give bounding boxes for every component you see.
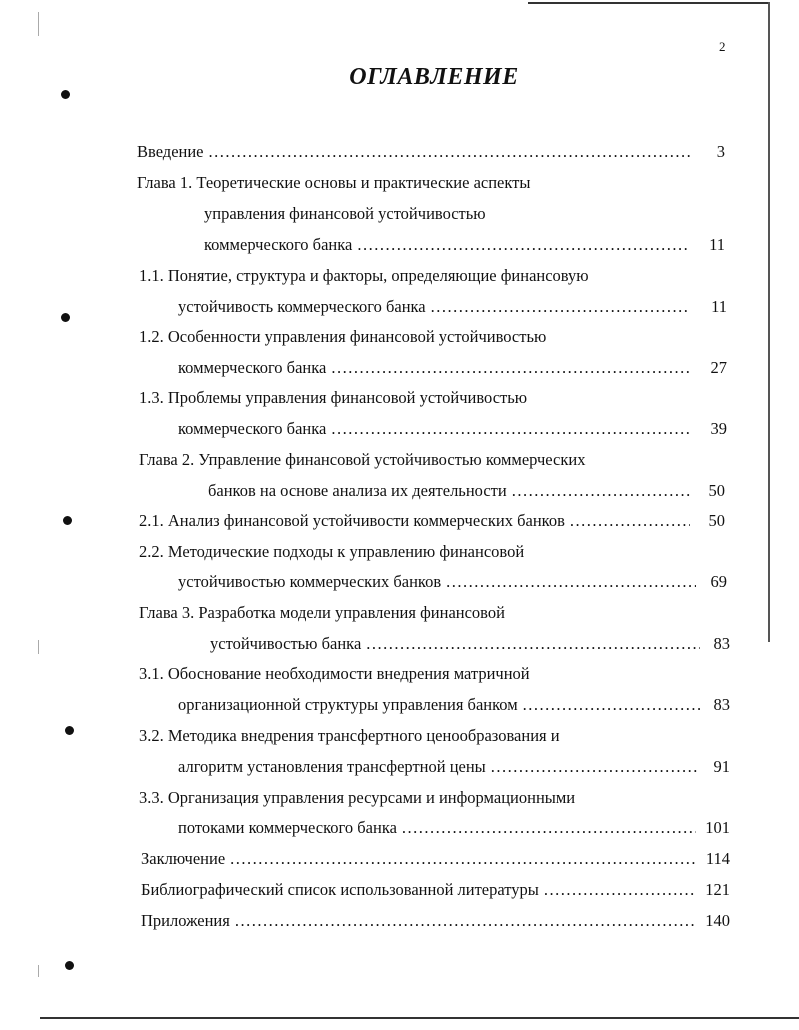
toc-line <box>0 417 799 441</box>
toc-page-number: 50 <box>708 511 725 530</box>
toc-line <box>0 816 799 840</box>
toc-entry-text: потоками коммерческого банка <box>178 818 397 837</box>
toc-page-number: 3 <box>716 142 725 161</box>
toc-page-number: 83 <box>713 634 730 653</box>
toc-leader-dots <box>357 233 690 257</box>
toc-entry-text: 1.3. Проблемы управления финансовой устойчивостью <box>139 388 528 407</box>
toc-line <box>0 233 799 257</box>
toc-leader-dots <box>446 570 696 594</box>
toc-line <box>0 909 799 933</box>
toc-line <box>0 325 799 349</box>
toc-page-number: 114 <box>705 849 730 868</box>
toc-entry-text: Введение <box>137 142 204 161</box>
toc-entry-text: Глава 3. Разработка модели управления финансовой <box>139 603 505 622</box>
toc-entry-text: устойчивостью коммерческих банков <box>178 572 442 591</box>
toc-page-number: 50 <box>708 481 725 500</box>
toc-leader-dots <box>230 847 696 871</box>
toc-entry-text: коммерческого банка <box>178 358 327 377</box>
toc-line <box>0 570 799 594</box>
page-number: 2 <box>719 39 726 54</box>
toc-line <box>0 601 799 625</box>
toc-page-number: 11 <box>711 297 727 316</box>
toc-line <box>0 632 799 656</box>
scan-mark <box>38 965 39 977</box>
punch-hole <box>61 90 70 99</box>
toc-leader-dots <box>209 140 690 164</box>
toc-page-number: 27 <box>710 358 727 377</box>
toc-page-number: 83 <box>713 695 730 714</box>
toc-entry-text: организационной структуры управления банком <box>178 695 518 714</box>
toc-entry-text: 3.2. Методика внедрения трансфертного ценообразования и <box>139 726 560 745</box>
toc-page-number: 69 <box>710 572 727 591</box>
toc-entry-text: Библиографический список использованной литературы <box>141 880 539 899</box>
toc-page-number: 11 <box>709 235 725 254</box>
toc-line <box>0 786 799 810</box>
toc-entry-text: коммерческого банка <box>178 419 327 438</box>
toc-line <box>0 509 799 533</box>
toc-leader-dots <box>366 632 700 656</box>
toc-entry-text: 1.1. Понятие, структура и факторы, определяющие финансовую <box>139 266 589 285</box>
toc-line <box>0 662 799 686</box>
toc-line <box>0 755 799 779</box>
toc-page-number: 91 <box>713 757 730 776</box>
toc-entry-text: алгоритм установления трансфертной цены <box>178 757 486 776</box>
toc-line <box>0 724 799 748</box>
toc-leader-dots <box>235 909 696 933</box>
toc-entry-text: 2.1. Анализ финансовой устойчивости коммерческих банков <box>139 511 565 530</box>
scan-border-bottom <box>40 1017 799 1019</box>
toc-line <box>0 540 799 564</box>
toc-line <box>0 202 799 226</box>
toc-leader-dots <box>331 356 690 380</box>
toc-page-number: 101 <box>705 818 730 837</box>
toc-entry-text: банков на основе анализа их деятельности <box>208 481 507 500</box>
scan-mark <box>38 12 39 36</box>
toc-entry-text: коммерческого банка <box>204 235 353 254</box>
toc-entry-text: Заключение <box>141 849 226 868</box>
toc-line <box>0 878 799 902</box>
toc-entry-text: Глава 1. Теоретические основы и практические аспекты <box>137 173 531 192</box>
toc-entry-text: Приложения <box>141 911 230 930</box>
toc-leader-dots <box>570 509 690 533</box>
toc-line <box>0 386 799 410</box>
toc-leader-dots <box>512 479 690 503</box>
page-title: ОГЛАВЛЕНИЕ <box>349 64 519 90</box>
toc-page-number: 140 <box>705 911 730 930</box>
toc-leader-dots <box>523 693 700 717</box>
toc-line <box>0 264 799 288</box>
toc-page-number: 121 <box>705 880 730 899</box>
toc-leader-dots <box>331 417 690 441</box>
toc-leader-dots <box>544 878 696 902</box>
toc-leader-dots <box>402 816 696 840</box>
toc-entry-text: 1.2. Особенности управления финансовой устойчивостью <box>139 327 547 346</box>
toc-line <box>0 448 799 472</box>
toc-line <box>0 479 799 503</box>
toc-entry-text: Глава 2. Управление финансовой устойчивостью коммерческих <box>139 450 586 469</box>
toc-line <box>0 140 799 164</box>
toc-entry-text: 3.1. Обоснование необходимости внедрения матричной <box>139 664 530 683</box>
toc-line <box>0 295 799 319</box>
toc-entry-text: устойчивость коммерческого банка <box>178 297 426 316</box>
toc-line <box>0 171 799 195</box>
toc-entry-text: управления финансовой устойчивостью <box>204 204 486 223</box>
toc-entry-text: 2.2. Методические подходы к управлению финансовой <box>139 542 525 561</box>
toc-leader-dots <box>431 295 690 319</box>
toc-line <box>0 356 799 380</box>
punch-hole <box>65 961 74 970</box>
toc-leader-dots <box>491 755 700 779</box>
toc-entry-text: 3.3. Организация управления ресурсами и информационными <box>139 788 576 807</box>
toc-entry-text: устойчивостью банка <box>210 634 362 653</box>
scan-border-top <box>528 2 768 4</box>
toc-line <box>0 847 799 871</box>
toc-line <box>0 693 799 717</box>
toc-page-number: 39 <box>710 419 727 438</box>
